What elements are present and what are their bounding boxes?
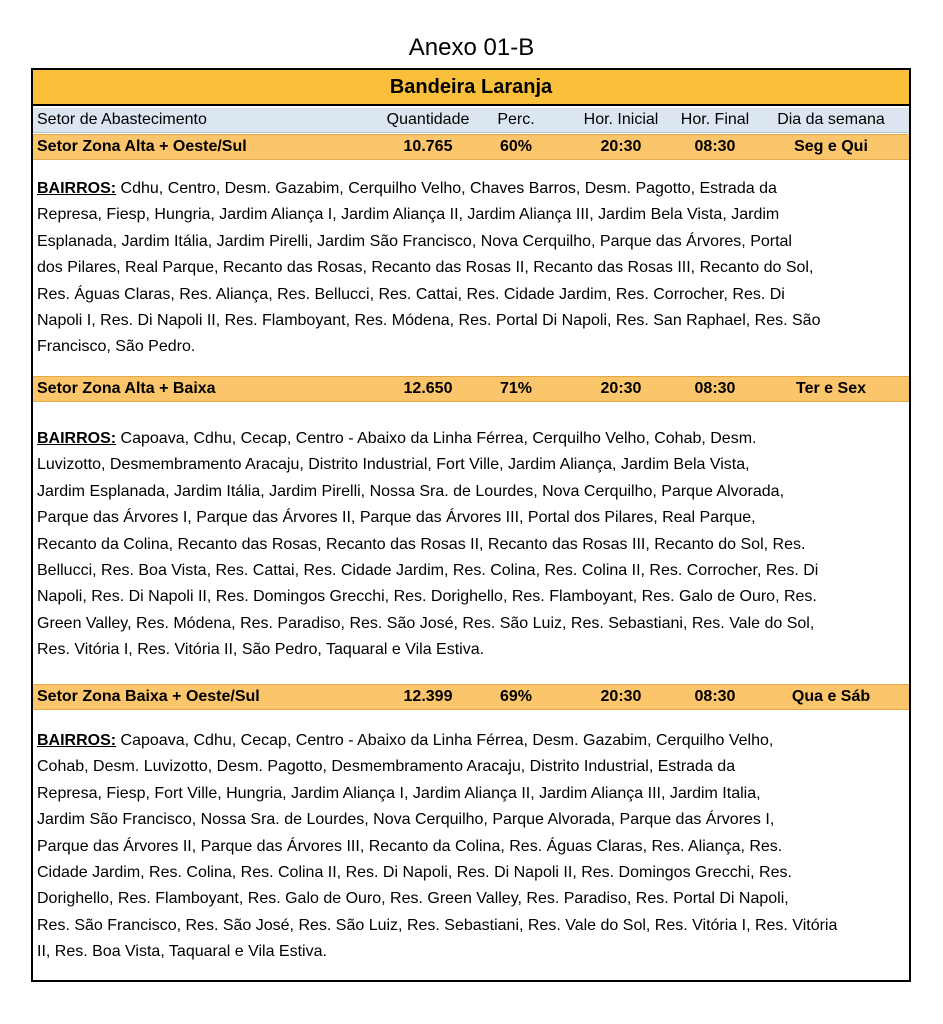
bairros-line: Jardim São Francisco, Nossa Sra. de Lourdes, Nova Cerquilho, Parque Alvorada, Parque das Árvores I,: [37, 811, 775, 829]
bairros-line: dos Pilares, Real Parque, Recanto das Rosas, Recanto das Rosas II, Recanto das Rosas III, Recanto do Sol,: [37, 259, 814, 277]
sector-hor-final: 08:30: [694, 138, 736, 155]
bairros-line: Res. Vitória I, Res. Vitória II, São Pedro, Taquaral e Vila Estiva.: [37, 641, 485, 659]
bairros-label: BAIRROS:: [37, 732, 117, 749]
bairros-line: Napoli I, Res. Di Napoli II, Res. Flamboyant, Res. Módena, Res. Portal Di Napoli, Res. San Raphael, Res. São: [37, 312, 821, 330]
header-quantidade: Quantidade: [386, 111, 470, 128]
sector-row: [33, 134, 909, 160]
sector-row: [33, 684, 909, 710]
table-header-row: [33, 108, 909, 133]
bairros-line: Recanto da Colina, Recanto das Rosas, Recanto das Rosas II, Recanto das Rosas III, Recanto do Sol, Res.: [37, 535, 806, 553]
bairros-block: [37, 728, 909, 966]
bairros-line: Green Valley, Res. Módena, Res. Paradiso, Res. São José, Res. São Luiz, Res. Sebastiani, Res. Vale do Sol,: [37, 614, 815, 632]
sector-dia: Ter e Sex: [796, 380, 866, 397]
sector-quantidade: 12.399: [403, 688, 453, 705]
bairros-line: Represa, Fiesp, Hungria, Jardim Aliança I, Jardim Aliança II, Jardim Aliança III, Jardim Bela Vista, Jardim: [37, 206, 780, 224]
bairros-line: [37, 728, 909, 754]
bairros-block: [37, 426, 909, 664]
table-frame: [31, 68, 911, 982]
sector-quantidade: 10.765: [403, 138, 453, 155]
sector-perc: 60%: [499, 138, 533, 155]
sector-name: Setor Zona Alta + Oeste/Sul: [37, 138, 247, 155]
bairros-label: BAIRROS:: [37, 180, 117, 197]
header-hor-final: Hor. Final: [680, 111, 750, 128]
bairros-line: Esplanada, Jardim Itália, Jardim Pirelli, Jardim São Francisco, Nova Cerquilho, Parque das Árvores, Portal: [37, 232, 792, 250]
bairros-line: Dorighello, Res. Flamboyant, Res. Galo de Ouro, Res. Green Valley, Res. Paradiso, Res. Portal Di Napoli,: [37, 890, 789, 908]
bairros-line: Bellucci, Res. Boa Vista, Res. Cattai, Res. Cidade Jardim, Res. Colina, Res. Colina II, Res. Corrocher, Res. Di: [37, 562, 819, 580]
sector-perc: 71%: [499, 380, 533, 397]
sector-hor-inicial: 20:30: [600, 138, 642, 155]
header-setor: Setor de Abastecimento: [37, 111, 207, 128]
header-dia: Dia da semana: [777, 111, 885, 128]
bairros-line: Res. São Francisco, Res. São José, Res. São Luiz, Res. Sebastiani, Res. Vale do Sol, Res. Vitória I, Res. Vitória: [37, 916, 838, 934]
bairros-line: [37, 426, 909, 452]
bairros-line: Parque das Árvores II, Parque das Árvores III, Recanto da Colina, Res. Águas Claras, Res. Aliança, Res.: [37, 837, 783, 855]
bairros-label: BAIRROS:: [37, 430, 117, 447]
sector-dia: Seg e Qui: [794, 138, 868, 155]
bairros-line: II, Res. Boa Vista, Taquaral e Vila Estiva.: [37, 943, 327, 961]
sector-dia: Qua e Sáb: [791, 688, 871, 705]
bairros-line: Res. Águas Claras, Res. Aliança, Res. Bellucci, Res. Cattai, Res. Cidade Jardim, Res. Corrocher, Res. Di: [37, 285, 785, 303]
bairros-line: Luvizotto, Desmembramento Aracaju, Distrito Industrial, Fort Ville, Jardim Aliança, Jardim Bela Vista,: [37, 456, 750, 474]
document-title: Anexo 01-B: [408, 34, 535, 61]
sector-row: [33, 376, 909, 402]
bairros-line: Cidade Jardim, Res. Colina, Res. Colina II, Res. Di Napoli, Res. Di Napoli II, Res. Domingos Grecchi, Res.: [37, 864, 792, 882]
sector-hor-inicial: 20:30: [600, 380, 642, 397]
header-hor-inicial: Hor. Inicial: [583, 111, 659, 128]
header-perc: Perc.: [497, 111, 535, 128]
bairros-line: [37, 176, 909, 202]
sector-hor-inicial: 20:30: [600, 688, 642, 705]
sector-hor-final: 08:30: [694, 688, 736, 705]
bairros-line: Francisco, São Pedro.: [37, 338, 196, 356]
bairros-line: Represa, Fiesp, Fort Ville, Hungria, Jardim Aliança I, Jardim Aliança II, Jardim Aliança III, Jardim Italia,: [37, 784, 761, 802]
bairros-line: Napoli, Res. Di Napoli II, Res. Domingos Grecchi, Res. Dorighello, Res. Flamboyant, Res. Galo de Ouro, Res.: [37, 588, 817, 606]
bairros-text: Cdhu, Centro, Desm. Gazabim, Cerquilho Velho, Chaves Barros, Desm. Pagotto, Estrada da: [116, 180, 777, 197]
bairros-text: Capoava, Cdhu, Cecap, Centro - Abaixo da Linha Férrea, Desm. Gazabim, Cerquilho Velho,: [116, 732, 774, 749]
sector-quantidade: 12.650: [403, 380, 453, 397]
sector-hor-final: 08:30: [694, 380, 736, 397]
bairros-line: Parque das Árvores I, Parque das Árvores II, Parque das Árvores III, Portal dos Pilares, Real Parque,: [37, 509, 756, 527]
sector-name: Setor Zona Alta + Baixa: [37, 380, 216, 397]
bairros-text: Capoava, Cdhu, Cecap, Centro - Abaixo da Linha Férrea, Cerquilho Velho, Cohab, Desm.: [116, 430, 757, 447]
bairros-line: Cohab, Desm. Luvizotto, Desm. Pagotto, Desmembramento Aracaju, Distrito Industrial, Estrada da: [37, 758, 736, 776]
bairros-line: Jardim Esplanada, Jardim Itália, Jardim Pirelli, Nossa Sra. de Lourdes, Nova Cerquilho, Parque Alvorada,: [37, 482, 785, 500]
banner-title: Bandeira Laranja: [33, 70, 909, 106]
bairros-block: [37, 176, 909, 361]
sector-perc: 69%: [499, 688, 533, 705]
sector-name: Setor Zona Baixa + Oeste/Sul: [37, 688, 260, 705]
